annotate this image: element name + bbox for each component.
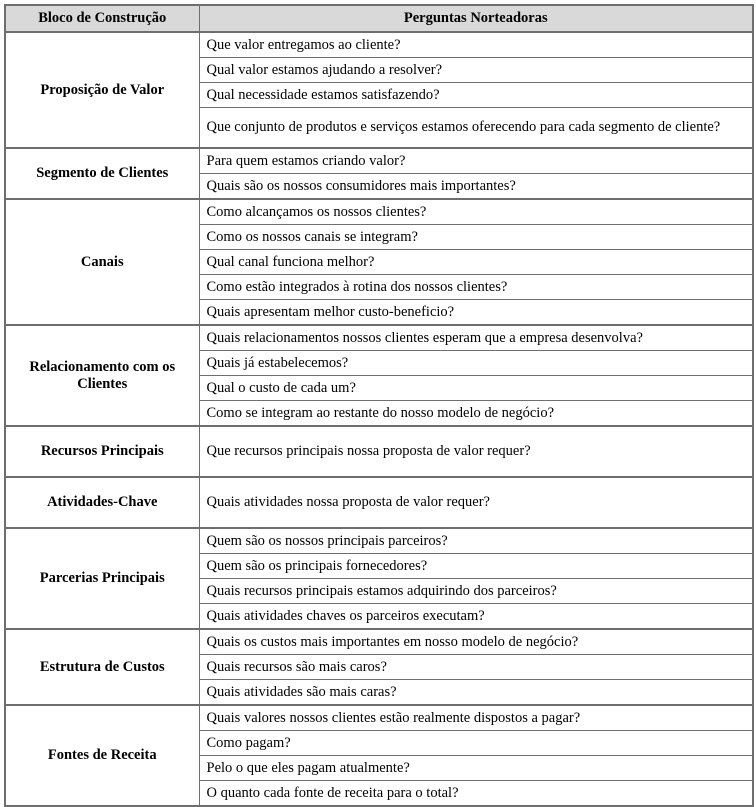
question-cell: Quais recursos são mais caros? xyxy=(199,655,753,680)
question-cell: Quais atividades nossa proposta de valor requer? xyxy=(199,477,753,528)
table-row xyxy=(5,426,753,477)
table-row xyxy=(5,199,753,225)
block-channels: Canais xyxy=(5,199,199,325)
question-cell: Para quem estamos criando valor? xyxy=(199,148,753,174)
question-cell: Como se integram ao restante do nosso modelo de negócio? xyxy=(199,401,753,427)
block-value-proposition: Proposição de Valor xyxy=(5,32,199,148)
question-cell: Quais relacionamentos nossos clientes esperam que a empresa desenvolva? xyxy=(199,325,753,351)
table-row xyxy=(5,528,753,554)
question-cell: Quais valores nossos clientes estão realmente dispostos a pagar? xyxy=(199,705,753,731)
question-cell: Quais apresentam melhor custo-beneficio? xyxy=(199,300,753,326)
question-cell: Que valor entregamos ao cliente? xyxy=(199,32,753,58)
question-cell: Quais os custos mais importantes em nosso modelo de negócio? xyxy=(199,629,753,655)
block-customer-segments: Segmento de Clientes xyxy=(5,148,199,199)
question-cell: Como alcançamos os nossos clientes? xyxy=(199,199,753,225)
question-cell: Qual necessidade estamos satisfazendo? xyxy=(199,83,753,108)
block-key-resources: Recursos Principais xyxy=(5,426,199,477)
question-cell: Quais atividades são mais caras? xyxy=(199,680,753,706)
question-cell: Qual valor estamos ajudando a resolver? xyxy=(199,58,753,83)
table-row xyxy=(5,325,753,351)
question-cell: Qual canal funciona melhor? xyxy=(199,250,753,275)
question-cell: Quem são os principais fornecedores? xyxy=(199,554,753,579)
table-row xyxy=(5,477,753,528)
block-key-partnerships: Parcerias Principais xyxy=(5,528,199,629)
table-row xyxy=(5,32,753,58)
question-cell: O quanto cada fonte de receita para o total? xyxy=(199,781,753,807)
block-cost-structure: Estrutura de Custos xyxy=(5,629,199,705)
question-cell: Quais recursos principais estamos adquirindo dos parceiros? xyxy=(199,579,753,604)
header-guiding-questions: Perguntas Norteadoras xyxy=(199,5,753,32)
question-cell: Que conjunto de produtos e serviços estamos oferecendo para cada segmento de cliente? xyxy=(199,108,753,149)
question-cell: Quais são os nossos consumidores mais importantes? xyxy=(199,174,753,200)
block-key-activities: Atividades-Chave xyxy=(5,477,199,528)
table-row xyxy=(5,629,753,655)
table-row xyxy=(5,705,753,731)
question-cell: Como os nossos canais se integram? xyxy=(199,225,753,250)
block-revenue-streams: Fontes de Receita xyxy=(5,705,199,806)
block-customer-relationships: Relacionamento com os Clientes xyxy=(5,325,199,426)
question-cell: Quais atividades chaves os parceiros executam? xyxy=(199,604,753,630)
question-cell: Qual o custo de cada um? xyxy=(199,376,753,401)
table-row xyxy=(5,148,753,174)
business-model-questions-table xyxy=(4,4,754,807)
question-cell: Pelo o que eles pagam atualmente? xyxy=(199,756,753,781)
question-cell: Como pagam? xyxy=(199,731,753,756)
header-building-block: Bloco de Construção xyxy=(5,5,199,32)
question-cell: Quais já estabelecemos? xyxy=(199,351,753,376)
question-cell: Quem são os nossos principais parceiros? xyxy=(199,528,753,554)
question-cell: Como estão integrados à rotina dos nossos clientes? xyxy=(199,275,753,300)
question-cell: Que recursos principais nossa proposta de valor requer? xyxy=(199,426,753,477)
header-row xyxy=(5,5,753,32)
